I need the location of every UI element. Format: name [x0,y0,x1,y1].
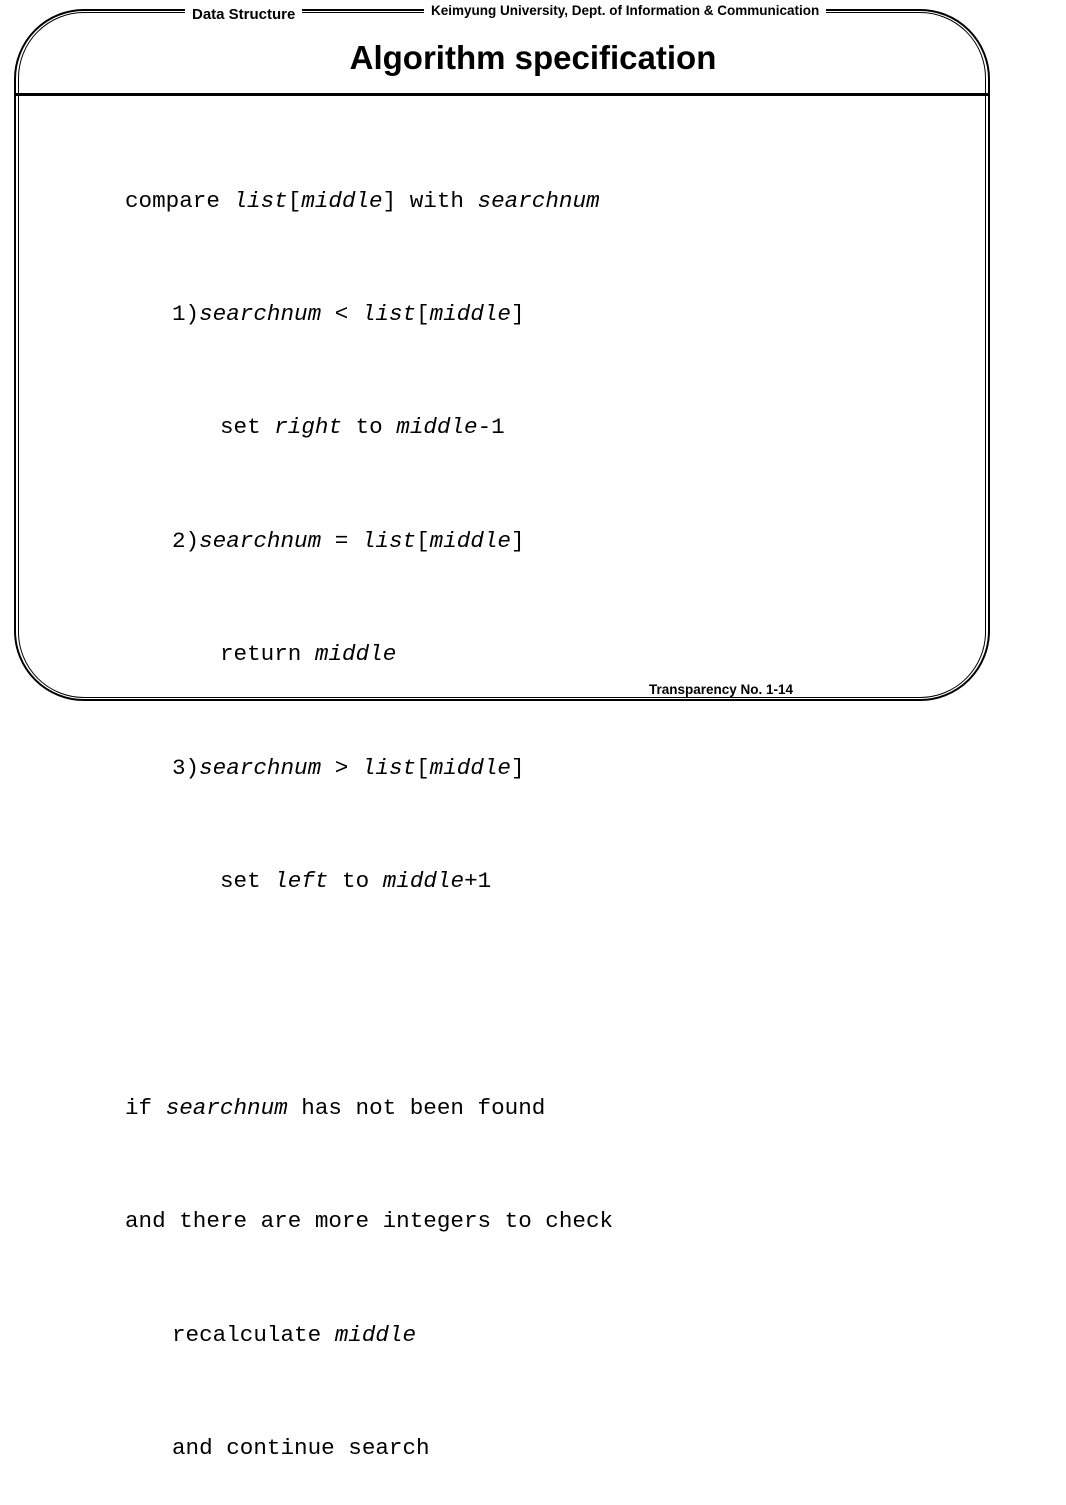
transparency-number: Transparency No. 1-14 [641,683,801,697]
code-line: and there are more integers to check [125,1208,614,1235]
code-line: set right to middle-1 [220,414,505,441]
institution-label: Keimyung University, Dept. of Information & Communication [424,4,826,18]
code-line: and continue search [172,1434,430,1461]
code-line: if searchnum has not been found [125,1094,546,1121]
course-label: Data Structure [185,7,302,22]
code-line: return middle [220,641,397,668]
code-line: 2)searchnum = list[middle] [172,527,525,554]
code-line: compare list[middle] with searchnum [125,187,600,214]
title-divider [16,93,988,96]
algorithm-text [125,107,613,1505]
blank-line [125,976,613,1014]
slide-title: Algorithm specification [349,39,717,76]
code-line: 1)searchnum < list[middle] [172,300,525,327]
code-line: recalculate middle [172,1321,417,1348]
code-line: 3)searchnum > list[middle] [172,754,525,781]
code-line: set left to middle+1 [220,867,492,894]
